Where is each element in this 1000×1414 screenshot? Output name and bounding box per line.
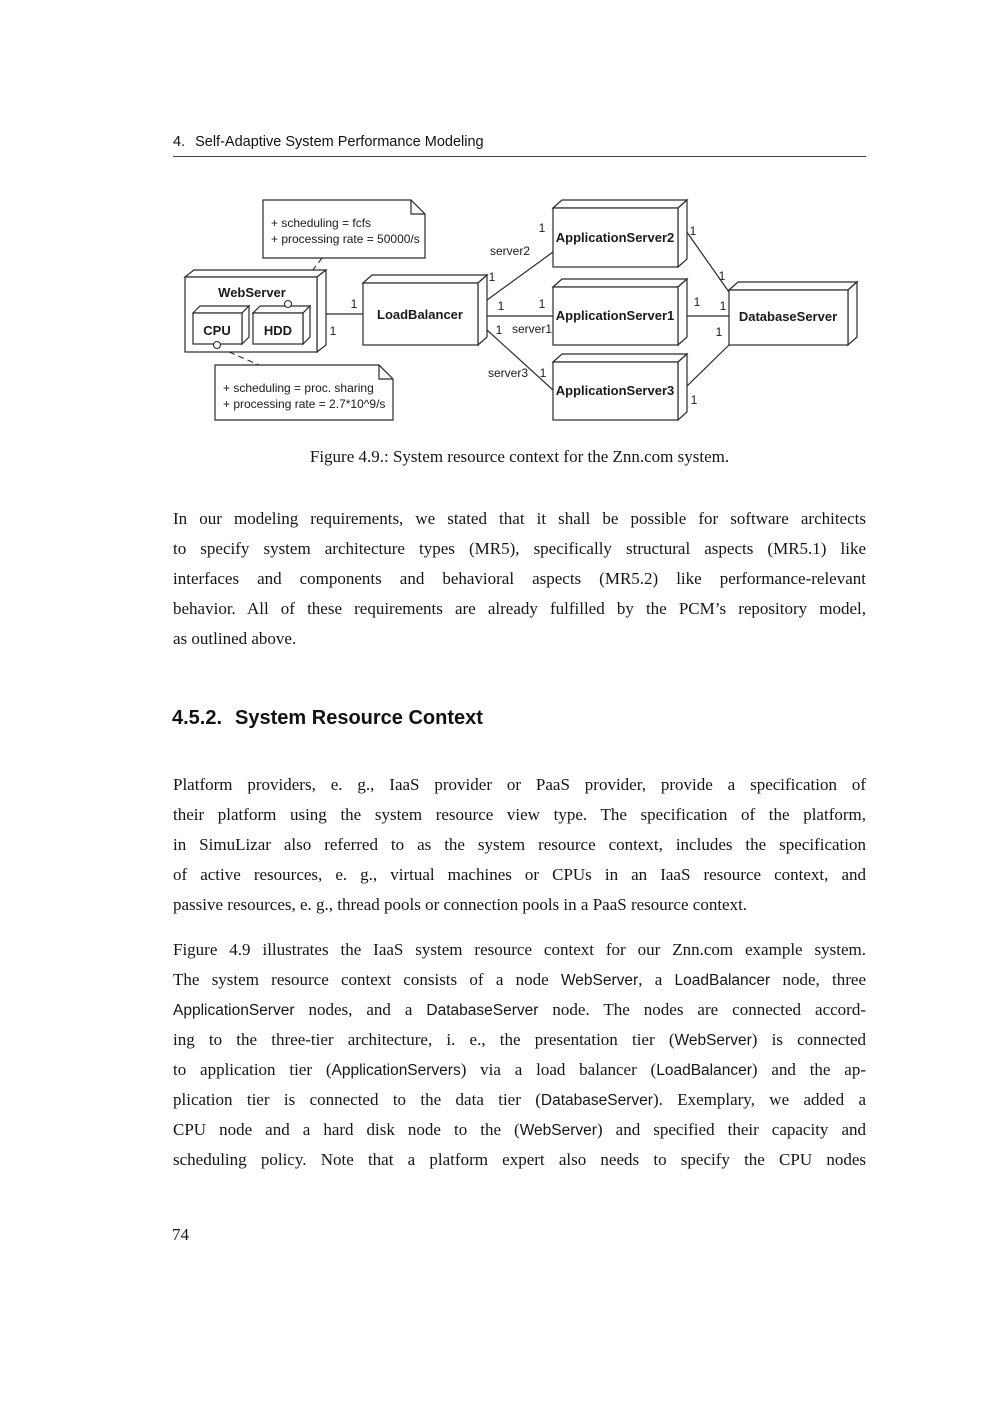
text-line: scheduling policy. Note that a platform expert also needs to specify the CPU nodes <box>173 1150 866 1169</box>
node-appserver2 <box>553 200 687 267</box>
body-paragraph-1 <box>173 504 866 654</box>
mult-as1-db-b: 1 <box>719 299 727 313</box>
text-line: In our modeling requirements, we stated that it shall be possible for software architects <box>173 509 866 528</box>
text-line: their platform using the system resource view type. The specification of the platform, <box>173 805 866 824</box>
mult-lb-as2-a: 1 <box>488 270 496 284</box>
mult-as2-db-b: 1 <box>718 269 726 283</box>
model-entity-name: WebServer <box>560 972 639 989</box>
running-header <box>173 134 866 154</box>
text-line: to specify system architecture types (MR5), specifically structural aspects (MR5.1) like <box>173 539 866 558</box>
node-label-cpu: CPU <box>203 323 231 338</box>
node-appserver1 <box>553 279 687 345</box>
note-cpu-line1: + scheduling = proc. sharing <box>223 381 374 395</box>
text-line: to application tier (ApplicationServers) via a load balancer (LoadBalancer) and the ap- <box>173 1060 866 1079</box>
mult-ws-lb-right: 1 <box>350 297 358 311</box>
edge-label-server2: server2 <box>490 244 531 258</box>
note-anchor-cpu <box>214 342 221 349</box>
section-number: 4.5.2. <box>172 707 223 729</box>
mult-as2-db-a: 1 <box>689 224 697 238</box>
node-appserver3 <box>553 354 687 420</box>
mult-lb-as1-a: 1 <box>497 299 505 313</box>
chapter-title: Self-Adaptive System Performance Modeling <box>195 134 484 150</box>
section-heading <box>172 707 865 730</box>
node-label-databaseserver: DatabaseServer <box>738 309 838 324</box>
note-anchor-hdd <box>285 301 292 308</box>
mult-lb-as2-b: 1 <box>538 221 546 235</box>
node-loadbalancer <box>363 275 487 345</box>
header-rule <box>173 156 866 157</box>
figure-caption: Figure 4.9.: System resource context for the Znn.com system. <box>309 447 730 466</box>
node-label-appserver3: ApplicationServer3 <box>555 383 675 398</box>
page-number: 74 <box>172 1225 189 1244</box>
body-paragraph-2 <box>173 770 866 920</box>
text-line: plication tier is connected to the data tier (DatabaseServer). Exemplary, we added a <box>173 1090 866 1109</box>
note-hdd <box>263 200 425 258</box>
model-entity-name: WebServer <box>674 1032 752 1049</box>
text-line: passive resources, e. g., thread pools or connection pools in a PaaS resource context. <box>173 895 748 914</box>
text-line: behavior. All of these requirements are already fulfilled by the PCM’s repository model, <box>173 599 866 618</box>
model-entity-name: ApplicationServers <box>331 1062 461 1079</box>
text-line: in SimuLizar also referred to as the system resource context, includes the specification <box>173 835 866 854</box>
text-line: of active resources, e. g., virtual machines or CPUs in an IaaS resource context, and <box>173 865 866 884</box>
node-hdd <box>253 306 310 344</box>
edge-loadbalancer-appserver2 <box>487 252 553 300</box>
model-entity-name: ApplicationServer <box>173 1002 295 1019</box>
edge-loadbalancer-appserver3 <box>487 330 553 390</box>
model-entity-name: DatabaseServer <box>540 1092 653 1109</box>
note-cpu-line2: + processing rate = 2.7*10^9/s <box>223 397 386 411</box>
text-line: Figure 4.9 illustrates the IaaS system resource context for our Znn.com example system. <box>173 940 866 959</box>
body-paragraph-3 <box>173 935 866 1175</box>
mult-ws-lb-left: 1 <box>329 324 337 338</box>
mult-as1-db-a: 1 <box>693 295 701 309</box>
model-entity-name: LoadBalancer <box>674 972 771 989</box>
note-hdd-line1: + scheduling = fcfs <box>271 216 372 230</box>
model-entity-name: LoadBalancer <box>656 1062 752 1079</box>
text-line: interfaces and components and behavioral aspects (MR5.2) like performance-relevant <box>173 569 866 588</box>
edge-appserver3-databaseserver <box>684 345 729 389</box>
note-hdd-line2: + processing rate = 50000/s <box>271 232 420 246</box>
edge-label-server3: server3 <box>488 366 529 380</box>
model-entity-name: DatabaseServer <box>426 1002 539 1019</box>
node-label-webserver: WebServer <box>218 285 286 300</box>
text-line: ing to the three-tier architecture, i. e., the presentation tier (WebServer) is connected <box>173 1030 867 1049</box>
edge-label-server1: server1 <box>512 322 553 336</box>
mult-as3-db-a: 1 <box>690 393 698 407</box>
node-label-appserver1: ApplicationServer1 <box>555 308 675 323</box>
node-label-appserver2: ApplicationServer2 <box>555 230 675 245</box>
node-label-hdd: HDD <box>263 323 293 338</box>
model-entity-name: WebServer <box>519 1122 597 1139</box>
note-cpu <box>215 365 393 420</box>
mult-lb-as3-a: 1 <box>495 323 503 337</box>
chapter-number: 4. <box>173 134 186 150</box>
mult-as3-db-b: 1 <box>715 325 723 339</box>
text-line: ApplicationServer nodes, and a DatabaseServer node. The nodes are connected accord- <box>173 1000 866 1019</box>
mult-lb-as3-b: 1 <box>539 366 547 380</box>
text-line: as outlined above. <box>173 629 297 648</box>
node-databaseserver <box>729 282 857 345</box>
node-cpu <box>193 306 249 344</box>
mult-lb-as1-b: 1 <box>538 297 546 311</box>
text-line: The system resource context consists of a node WebServer, a LoadBalancer node, three <box>173 970 866 989</box>
text-line: CPU node and a hard disk node to the (WebServer) and specified their capacity and <box>173 1120 866 1139</box>
section-title: System Resource Context <box>235 707 483 729</box>
node-label-loadbalancer: LoadBalancer <box>377 307 463 322</box>
figure-diagram <box>175 190 875 440</box>
text-line: Platform providers, e. g., IaaS provider or PaaS provider, provide a specification of <box>173 775 866 794</box>
